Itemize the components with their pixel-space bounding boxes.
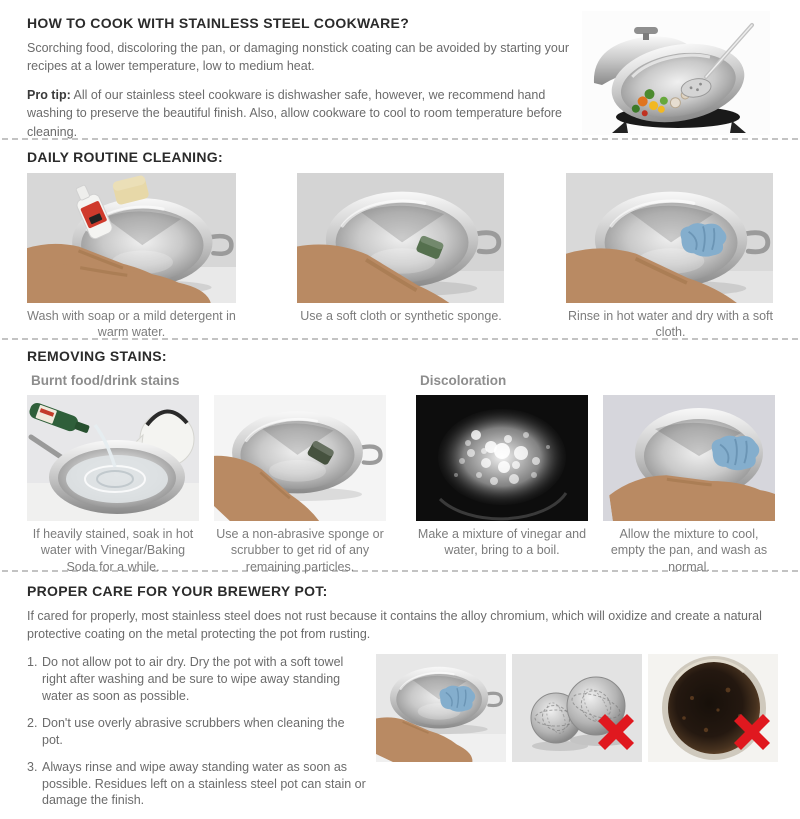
care-images-row: [376, 654, 778, 762]
pro-tip-text: All of our stainless steel cookware is dishwasher safe, however, we recommend hand washing to preserve the beautiful finish. Also, allow cookware to cool to room temperature before cleaning.: [27, 88, 563, 139]
stains-step-4-caption: Allow the mixture to cool, empty the pan, and wash as normal.: [610, 527, 768, 574]
stains-step-1-caption: If heavily stained, soak in hot water with Vinegar/Baking Soda for a while.: [32, 527, 194, 574]
care-tip-2: Don't use overly abrasive scrubbers when cleaning the pot.: [42, 715, 345, 747]
care-tips-list: [27, 654, 366, 819]
daily-step-3: [566, 173, 775, 341]
daily-cleaning-section: [0, 140, 800, 338]
removing-stains-section: [0, 340, 800, 574]
daily-step-2: [297, 173, 506, 341]
intro-paragraph: Scorching food, discoloring the pan, or damaging nonstick coating can be avoided by starting your recipes at a lower temperature, low to medium heat.: [27, 41, 569, 74]
stains-groups-row: [27, 372, 778, 575]
soap-wash-image: [27, 173, 236, 303]
stains-step-2-caption: Use a non-abrasive sponge or scrubber to get rid of any remaining particles.: [216, 527, 384, 574]
soft-sponge-image: [297, 173, 504, 303]
care-tip-1: Do not allow pot to air dry. Dry the pot with a soft towel right after washing and be sure to wipe away standing water as soon as possible.: [42, 655, 344, 703]
daily-step-2-caption: Use a soft cloth or synthetic sponge.: [300, 309, 502, 323]
intro-text-column: [27, 15, 582, 138]
stains-step-2: [214, 395, 386, 575]
stains-step-1: [27, 395, 199, 575]
burnt-pot-image: [648, 654, 778, 762]
stains-step-3-caption: Make a mixture of vinegar and water, bring to a boil.: [417, 527, 587, 558]
rinse-dry-image: [566, 173, 773, 303]
stirfry-wok-image: [582, 11, 770, 135]
care-paragraph: If cared for properly, most stainless steel does not rust because it contains the alloy chromium, which will oxidize and create a natural protective coating on the metal protecting the pot from rusting.: [27, 609, 762, 642]
intro-title: HOW TO COOK WITH STAINLESS STEEL COOKWARE?: [27, 15, 410, 31]
daily-title: DAILY ROUTINE CLEANING:: [27, 149, 223, 165]
towel-dry-image: [376, 654, 506, 762]
daily-step-1: [27, 173, 236, 341]
daily-steps-row: [27, 173, 778, 341]
daily-step-1-caption: Wash with soap or a mild detergent in warm water.: [27, 309, 236, 340]
burnt-stains-label: Burnt food/drink stains: [31, 373, 180, 388]
pro-tip-paragraph: [27, 86, 582, 140]
burnt-stains-figures: [27, 395, 386, 575]
intro-section: [0, 0, 800, 138]
cool-wipe-image: [603, 395, 775, 521]
vinegar-soak-image: [27, 395, 199, 521]
boiling-mixture-image: [416, 395, 588, 521]
discoloration-group: [416, 372, 775, 575]
care-title: PROPER CARE FOR YOUR BREWERY POT:: [27, 583, 328, 599]
stains-step-3: [416, 395, 588, 575]
steel-scourers-image: [512, 654, 642, 762]
pro-tip-label: Pro tip:: [27, 88, 71, 103]
care-content-row: [27, 654, 778, 819]
proper-care-section: [0, 572, 800, 808]
daily-step-3-caption: Rinse in hot water and dry with a soft cloth.: [568, 309, 773, 340]
stains-title: REMOVING STAINS:: [27, 348, 167, 364]
stirfry-wok-figure: [582, 11, 770, 138]
stains-step-4: [603, 395, 775, 575]
discoloration-figures: [416, 395, 775, 575]
burnt-stains-group: [27, 372, 386, 575]
care-tip-3: Always rinse and wipe away standing water as soon as possible. Residues left on a stainless steel pot can stain or damage the finish.: [42, 759, 366, 808]
scrub-sponge-image: [214, 395, 386, 521]
discoloration-label: Discoloration: [420, 373, 507, 388]
